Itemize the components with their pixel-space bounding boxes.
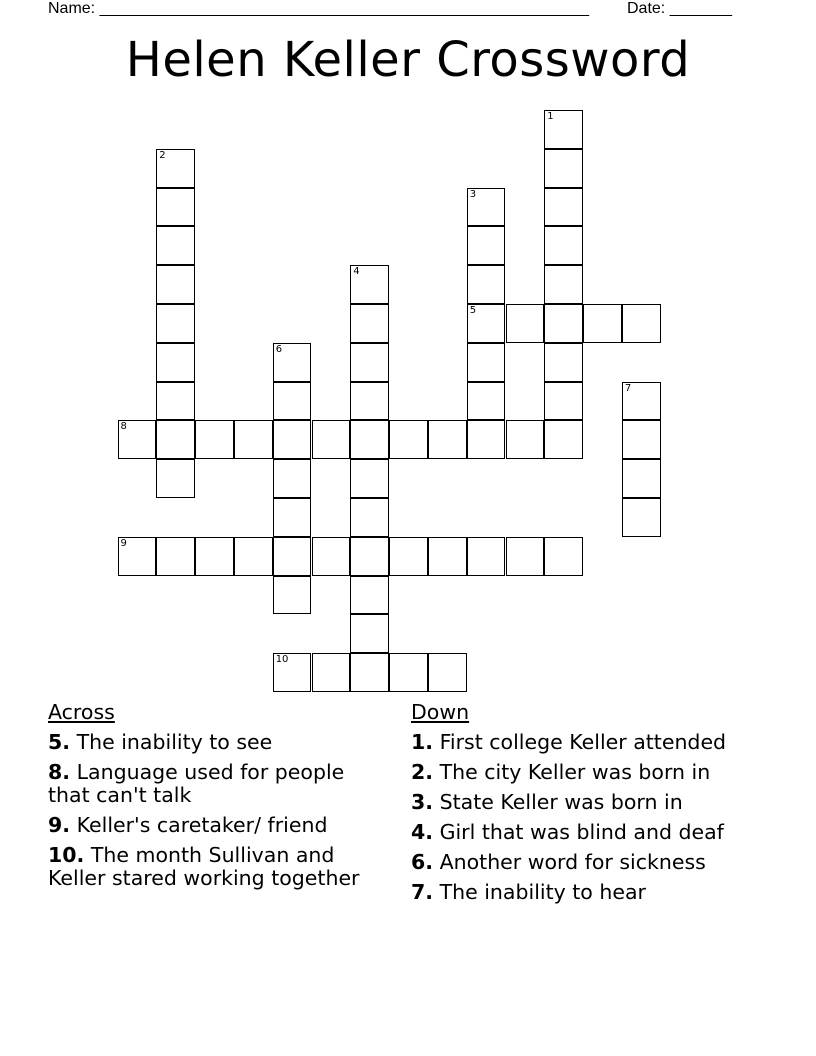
down-heading: Down [411, 700, 470, 724]
grid-cell[interactable] [156, 149, 195, 188]
grid-cell[interactable] [544, 265, 583, 304]
clue-text: The month Sullivan and Keller stared working together [48, 843, 360, 890]
name-field-line: Name: _______________________________________________________ [48, 0, 589, 17]
across-heading: Across [48, 700, 115, 724]
clue-number: 3. [411, 790, 434, 814]
grid-cell[interactable] [428, 420, 467, 459]
clue-down-7 [411, 881, 751, 904]
grid-cell[interactable] [544, 149, 583, 188]
grid-cell[interactable] [273, 382, 312, 421]
clue-text: The inability to see [76, 730, 273, 754]
grid-cell[interactable] [544, 420, 583, 459]
grid-cell[interactable] [506, 537, 545, 576]
across-clues [48, 701, 388, 897]
clue-number: 9. [48, 813, 71, 837]
grid-cell[interactable] [622, 304, 661, 343]
cell-number: 5 [469, 305, 477, 316]
grid-cell[interactable] [428, 653, 467, 692]
cell-number: 7 [624, 382, 632, 394]
clue-down-6 [411, 851, 751, 874]
grid-cell[interactable] [273, 498, 312, 537]
grid-cell[interactable] [544, 226, 583, 265]
grid-cell[interactable] [350, 576, 389, 615]
clue-down-2 [411, 761, 751, 784]
grid-cell[interactable] [506, 420, 545, 459]
grid-cell[interactable] [156, 537, 195, 576]
grid-cell[interactable] [312, 420, 351, 459]
clue-down-1 [411, 731, 751, 754]
down-clues [411, 701, 751, 911]
clue-text: Girl that was blind and deaf [439, 820, 724, 844]
grid-cell[interactable] [622, 459, 661, 498]
grid-cell[interactable] [350, 420, 389, 459]
grid-cell[interactable] [350, 459, 389, 498]
grid-cell[interactable] [622, 382, 661, 421]
clue-number: 6. [411, 850, 434, 874]
grid-cell[interactable] [350, 265, 389, 304]
grid-cell[interactable] [156, 265, 195, 304]
cell-number: 10 [275, 654, 289, 666]
clue-number: 8. [48, 760, 71, 784]
grid-cell[interactable] [428, 537, 467, 576]
grid-cell[interactable] [467, 304, 506, 343]
grid-cell[interactable] [622, 420, 661, 459]
grid-cell[interactable] [389, 420, 428, 459]
cell-number: 8 [120, 421, 127, 433]
grid-cell[interactable] [544, 343, 583, 382]
grid-cell[interactable] [156, 188, 195, 227]
grid-cell[interactable] [467, 420, 506, 459]
grid-cell[interactable] [389, 537, 428, 576]
grid-cell[interactable] [350, 382, 389, 421]
grid-cell[interactable] [312, 653, 351, 692]
grid-cell[interactable] [467, 382, 506, 421]
grid-cell[interactable] [544, 110, 583, 149]
grid-cell[interactable] [622, 498, 661, 537]
grid-cell[interactable] [273, 653, 312, 692]
grid-cell[interactable] [350, 537, 389, 576]
clue-text: Keller's caretaker/ friend [76, 813, 328, 837]
grid-cell[interactable] [350, 498, 389, 537]
grid-cell[interactable] [544, 304, 583, 343]
clue-number: 5. [48, 730, 71, 754]
clue-number: 7. [411, 880, 434, 904]
grid-cell[interactable] [195, 420, 234, 459]
clue-text: Language used for people that can't talk [48, 760, 345, 807]
grid-cell[interactable] [544, 382, 583, 421]
grid-cell[interactable] [273, 343, 312, 382]
cell-number: 6 [275, 343, 283, 355]
grid-cell[interactable] [156, 343, 195, 382]
grid-cell[interactable] [156, 226, 195, 265]
cell-number: 2 [159, 149, 166, 161]
grid-cell[interactable] [195, 537, 234, 576]
grid-cell[interactable] [350, 614, 389, 653]
grid-cell[interactable] [350, 343, 389, 382]
grid-cell[interactable] [506, 304, 545, 343]
grid-cell[interactable] [273, 459, 312, 498]
grid-cell[interactable] [156, 304, 195, 343]
grid-cell[interactable] [467, 343, 506, 382]
grid-cell[interactable] [583, 304, 622, 343]
grid-cell[interactable] [156, 382, 195, 421]
cell-number: 9 [120, 537, 127, 549]
grid-cell[interactable] [312, 537, 351, 576]
clue-number: 4. [411, 820, 434, 844]
grid-cell[interactable] [350, 653, 389, 692]
grid-cell[interactable] [273, 576, 312, 615]
grid-cell[interactable] [118, 420, 157, 459]
clue-text: The inability to hear [439, 880, 646, 904]
cell-number: 4 [353, 266, 360, 278]
clue-text: State Keller was born in [439, 790, 683, 814]
page-title: Helen Keller Crossword [125, 32, 691, 88]
clue-text: Another word for sickness [439, 850, 706, 874]
grid-cell[interactable] [156, 420, 195, 459]
clue-down-3 [411, 791, 751, 814]
grid-cell[interactable] [467, 226, 506, 265]
clue-number: 2. [411, 760, 434, 784]
clue-number: 10. [48, 843, 85, 867]
grid-cell[interactable] [273, 420, 312, 459]
clue-across-9 [48, 814, 388, 837]
clue-across-8 [48, 761, 388, 807]
grid-cell[interactable] [544, 188, 583, 227]
grid-cell[interactable] [234, 420, 273, 459]
cell-number: 3 [469, 188, 477, 200]
clue-text: The city Keller was born in [439, 760, 711, 784]
grid-cell[interactable] [156, 459, 195, 498]
clue-number: 1. [411, 730, 434, 754]
grid-cell[interactable] [273, 537, 312, 576]
grid-cell[interactable] [234, 537, 273, 576]
clue-text: First college Keller attended [439, 730, 727, 754]
cell-number: 1 [547, 111, 554, 122]
grid-cell[interactable] [544, 537, 583, 576]
grid-cell[interactable] [467, 188, 506, 227]
grid-cell[interactable] [467, 537, 506, 576]
clue-across-10 [48, 844, 388, 890]
clue-down-4 [411, 821, 751, 844]
grid-cell[interactable] [118, 537, 157, 576]
grid-cell[interactable] [389, 653, 428, 692]
clue-across-5 [48, 731, 388, 754]
grid-cell[interactable] [467, 265, 506, 304]
grid-cell[interactable] [350, 304, 389, 343]
date-field-line: Date: _______ [627, 0, 732, 17]
